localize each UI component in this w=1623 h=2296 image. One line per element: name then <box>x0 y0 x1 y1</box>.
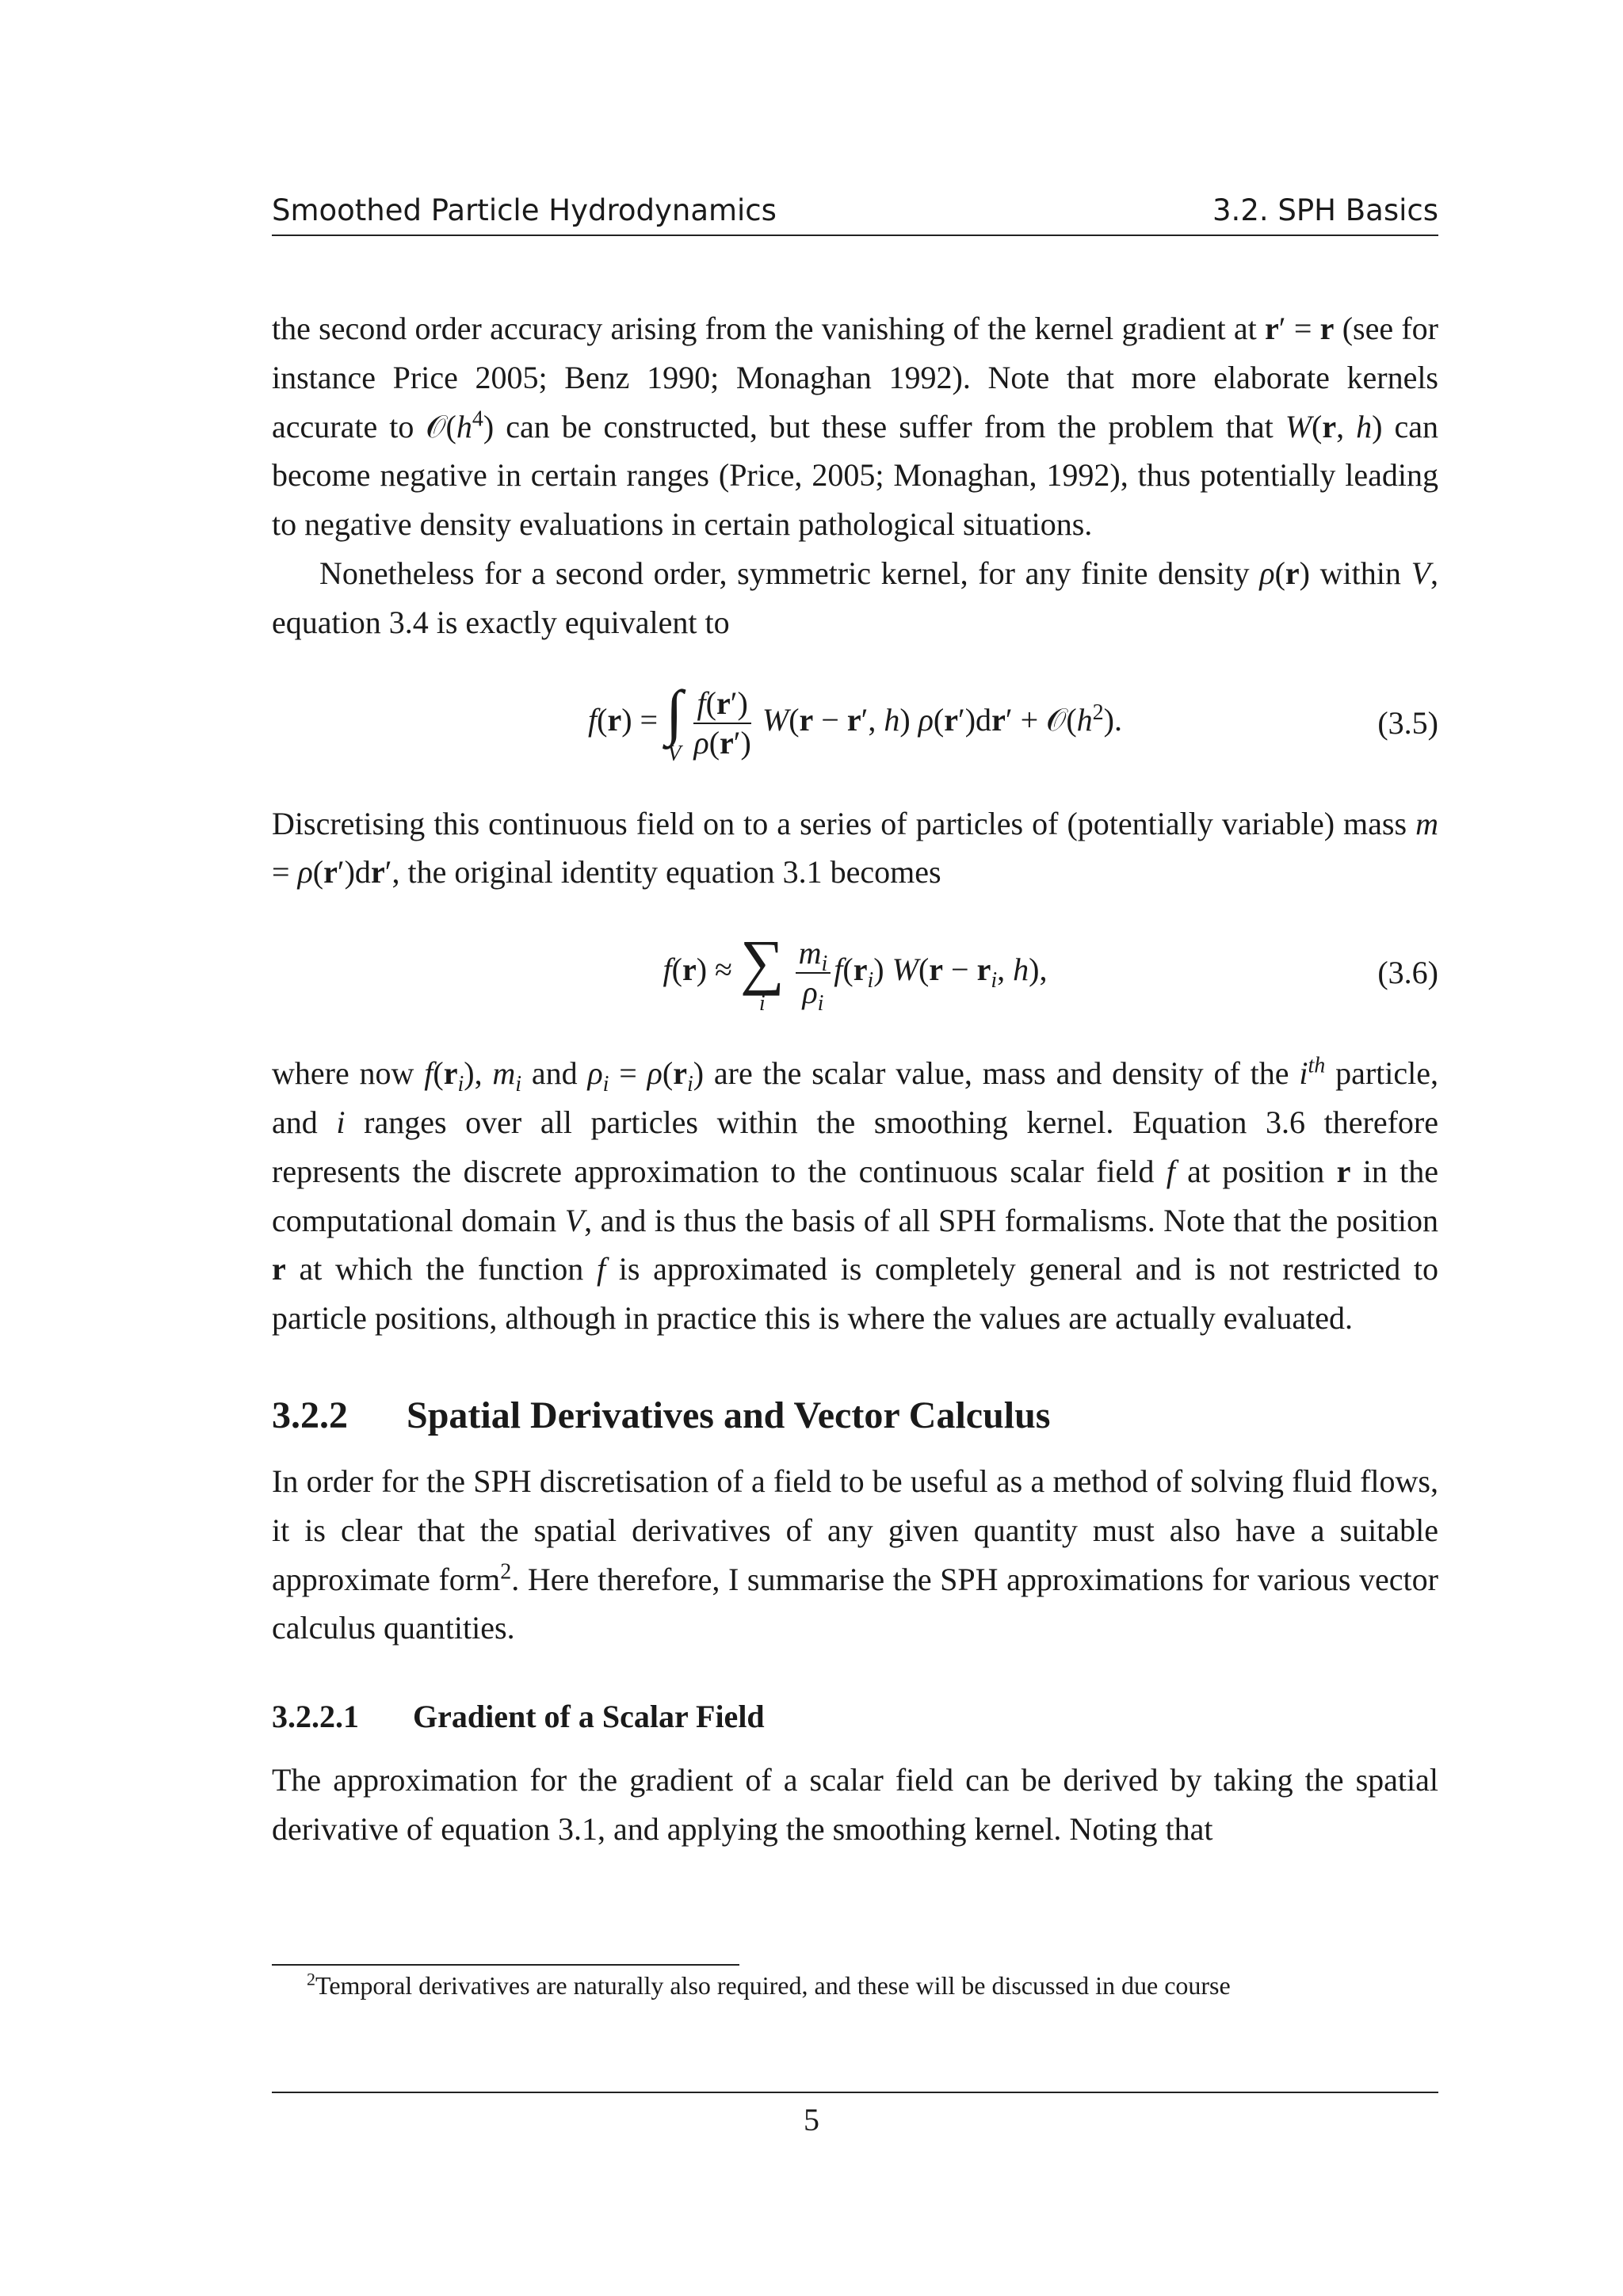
footnote-marker: 2 <box>500 1559 512 1585</box>
page-number: 5 <box>804 2102 819 2138</box>
footnote: $^2$Temporal derivatives are naturally also required, and these will be discussed in due course <box>307 1969 1231 2000</box>
equation-3-5: f(r) = ∫ V $\frac{f(r')}{\rho(r')}$ W(r − r′, h) $\rho(r')dr' + 𝒪(h^2)$. (3.5) <box>588 677 1438 766</box>
running-header <box>272 193 1438 235</box>
paragraph-5: In order for the SPH discretisation of a field to be useful as a method of solving fluid flows, it is clear that the spatial derivatives of any given quantity must also have a suitable approximate form$^2$. Here therefore, I summarise the SPH approximations for various vector calculus quantities. <box>272 1463 1438 1646</box>
integral-symbol: ∫ V <box>666 677 683 766</box>
equation-number: (3.5) <box>1377 704 1438 741</box>
equation-3-6: f(r) ≈ ∑ i $\frac{m_i}{\rho_i}$ $f(r_i) W(r - r_i$, h), (3.6) <box>663 927 1438 1016</box>
footer-rule <box>272 2092 1438 2093</box>
paragraph-2: Nonetheless for a second order, symmetric kernel, for any finite density ρ(r) within V, equation 3.4 is exactly equivalent to <box>272 555 1438 640</box>
section-heading: 3.2.2 Spatial Derivatives and Vector Calculus <box>272 1394 1051 1436</box>
footnote-rule <box>272 1964 739 1966</box>
paragraph-4: where now $f(r_i)$, $m_i$ and $\rho_i = \rho(r_i)$ are the scalar value, mass and density of the $i^{th}$ particle, and i ranges over all particles within the smoothing kernel. Equation 3.6 therefore represents the discrete approximation to the continuous scalar field f at position r in the computational domain V, and is thus the basis of all SPH formalisms. Note that the position r at which the function f is approximated is completely general and is not restricted to particle positions, although in practice this is where the values are actually evaluated. <box>272 1053 1439 1337</box>
paragraph-1: the second order accuracy arising from the vanishing of the kernel gradient at r′ = r (see for instance Price 2005; Benz 1990; Monaghan 1992). Note that more elaborate kernels accurate to $𝒪(h^4)$ can be constructed, but these suffer from the problem that W(r, h) can become negative in certain ranges (Price, 2005; Monaghan, 1992), thus potentially leading to negative density evaluations in certain pathological situations. <box>272 311 1439 543</box>
paragraph-6: The approximation for the gradient of a scalar field can be derived by taking the spatial derivative of equation 3.1, and applying the smoothing kernel. Noting that <box>272 1762 1438 1847</box>
header-section-title: 3.2. SPH Basics <box>1212 193 1438 227</box>
summation-symbol: ∑ i <box>740 927 785 1016</box>
paragraph-3: Discretising this continuous field on to a series of particles of (potentially variable) mass m = ρ(r′)dr′, the original identity equation 3.1 becomes <box>272 805 1438 891</box>
header-rule <box>272 235 1438 236</box>
equation-number: (3.6) <box>1377 955 1438 991</box>
subsection-heading: 3.2.2.1 Gradient of a Scalar Field <box>272 1699 765 1735</box>
body-text <box>272 304 1438 1854</box>
header-chapter-title: Smoothed Particle Hydrodynamics <box>272 193 777 227</box>
